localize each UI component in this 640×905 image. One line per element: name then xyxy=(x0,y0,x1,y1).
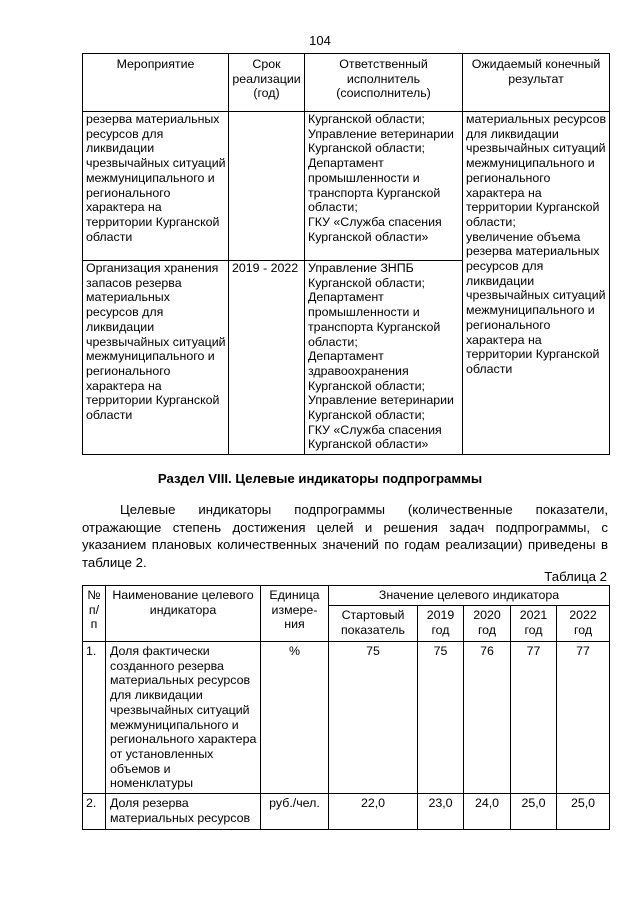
cell-period: 2019 - 2022 xyxy=(229,261,305,455)
cell-event: резерва материальных ресурсов для ликвидации чрезвычайных ситуаций межмуниципального и регионального характера на территории Курганской области xyxy=(83,112,229,261)
header-name: Наименование целевого индикатора xyxy=(106,586,261,642)
paragraph-text: Целевые индикаторы подпрограммы (количественные показатели, отражающие степень достижения целей и решения задач подпрограммы, с указанием плановых количественных значений по годам реализации) приведены в таблице 2. xyxy=(82,502,608,570)
table-caption: Таблица 2 xyxy=(544,569,607,584)
page-number: 104 xyxy=(309,33,331,48)
header-2019: 2019 год xyxy=(418,606,464,642)
cell-2020: 76 xyxy=(464,642,511,794)
cell-name: Доля резерва материальных ресурсов xyxy=(106,794,261,830)
body-paragraph xyxy=(82,501,608,571)
cell-executor: Курганской области; Управление ветеринарии Курганской области; Департамент промышленности и транспорта Курганской области; ГКУ «Служба спасения Курганской области» xyxy=(305,112,463,261)
table-row xyxy=(83,794,610,830)
header-unit: Единица измере- ния xyxy=(261,586,329,642)
header-2020: 2020 год xyxy=(464,606,511,642)
cell-start: 75 xyxy=(329,642,418,794)
header-start: Стартовый показатель xyxy=(329,606,418,642)
cell-unit: % xyxy=(261,642,329,794)
cell-name: Доля фактически созданного резерва материальных ресурсов для ликвидации чрезвычайных ситуаций межмуниципального и регионального характера от установленных объемов и номенклатуры xyxy=(106,642,261,794)
cell-num: 2. xyxy=(83,794,106,830)
cell-2022: 25,0 xyxy=(557,794,610,830)
table-header-row xyxy=(83,586,610,606)
header-2022: 2022 год xyxy=(557,606,610,642)
section-title: Раздел VIII. Целевые индикаторы подпрограммы xyxy=(157,471,483,486)
cell-2019: 75 xyxy=(418,642,464,794)
header-executor: Ответственный исполнитель (соисполнитель) xyxy=(305,54,463,112)
cell-2021: 25,0 xyxy=(511,794,557,830)
cell-2019: 23,0 xyxy=(418,794,464,830)
cell-2022: 77 xyxy=(557,642,610,794)
cell-unit: руб./чел. xyxy=(261,794,329,830)
cell-executor: Управление ЗНПБ Курганской области; Департамент промышленности и транспорта Курганской области; Департамент здравоохранения Курганской области; Управление ветеринарии Курганской области; ГКУ «Служба спасения Курганской области» xyxy=(305,261,463,455)
table-header-row xyxy=(83,54,610,112)
cell-event: Организация хранения запасов резерва материальных ресурсов для ликвидации чрезвычайных ситуаций межмуниципального и регионального характера на территории Курганской области xyxy=(83,261,229,455)
cell-start: 22,0 xyxy=(329,794,418,830)
header-event: Мероприятие xyxy=(83,54,229,112)
cell-2020: 24,0 xyxy=(464,794,511,830)
header-2021: 2021 год xyxy=(511,606,557,642)
cell-2021: 77 xyxy=(511,642,557,794)
header-period: Срок реализации (год) xyxy=(229,54,305,112)
cell-period xyxy=(229,112,305,261)
table-row xyxy=(83,642,610,794)
indicators-table xyxy=(82,585,610,830)
header-result: Ожидаемый конечный результат xyxy=(463,54,610,112)
events-table xyxy=(82,53,610,455)
table-row xyxy=(83,112,610,261)
cell-num: 1. xyxy=(83,642,106,794)
header-num: № п/п xyxy=(83,586,106,642)
cell-result: материальных ресурсов для ликвидации чрезвычайных ситуаций межмуниципального и регионального характера на территории Курганской области; увеличение объема резерва материальных ресурсов для ликвидации чрезвычайных ситуаций межмуниципального и регионального характера на территории Курганской области xyxy=(463,112,610,455)
header-value-group: Значение целевого индикатора xyxy=(329,586,610,606)
